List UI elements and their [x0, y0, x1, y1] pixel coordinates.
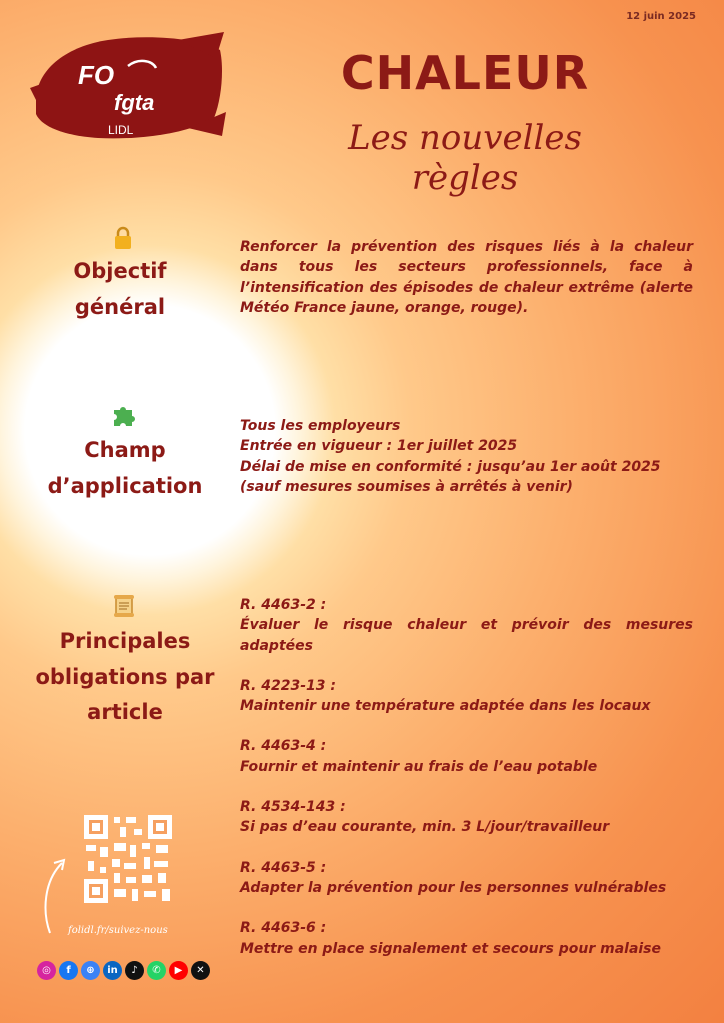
champ-line: Délai de mise en conformité : jusqu’au 1er août 2025 [240, 458, 661, 475]
article-desc: Si pas d’eau courante, min. 3 L/jour/travailleur [240, 819, 610, 836]
logo-fgta: fgta [114, 90, 155, 115]
article-desc: Évaluer le risque chaleur et prévoir des mesures adaptées [240, 617, 693, 654]
qr-code[interactable] [84, 815, 172, 903]
x-icon[interactable]: ✕ [191, 961, 210, 980]
facebook-icon[interactable]: f [59, 961, 78, 980]
article-item [240, 797, 693, 838]
section-label-champ: Champ d’application [47, 438, 203, 498]
article-desc: Adapter la prévention pour les personnes vulnérables [240, 879, 667, 896]
globe-icon[interactable]: ⊕ [81, 961, 100, 980]
article-item [240, 676, 693, 717]
scroll-icon [112, 593, 136, 619]
section-text-champ [240, 416, 693, 497]
instagram-icon[interactable]: ◎ [37, 961, 56, 980]
date: 12 juin 2025 [626, 11, 696, 22]
section-text-objectif: Renforcer la prévention des risques liés à la chaleur dans tous les secteurs professionnels, face à l’intensification des épisodes de chaleur extrême (alerte Météo France jaune, orange, rouge). [240, 239, 693, 316]
article-code: R. 4463-6 : [240, 920, 327, 937]
article-desc: Maintenir une température adaptée dans les locaux [240, 698, 651, 715]
logo-fo: FO [78, 60, 115, 90]
article-item [240, 736, 693, 777]
article-item [240, 858, 693, 899]
article-code: R. 4463-4 : [240, 738, 327, 755]
champ-line: (sauf mesures soumises à arrêtés à venir) [240, 478, 573, 495]
logo-lidl: LIDL [108, 123, 134, 137]
article-desc: Mettre en place signalement et secours pour malaise [240, 940, 662, 957]
youtube-icon[interactable]: ▶ [169, 961, 188, 980]
page-subtitle: Les nouvelles règles [348, 118, 582, 198]
section-label-objectif: Objectif général [73, 259, 167, 319]
fo-fgta-lidl-logo [28, 28, 228, 148]
website-url[interactable]: folidl.fr/suivez-nous [68, 925, 168, 936]
lock-icon [112, 226, 134, 250]
article-item [240, 595, 693, 656]
whatsapp-icon[interactable]: ✆ [147, 961, 166, 980]
linkedin-icon[interactable]: in [103, 961, 122, 980]
article-item [240, 918, 693, 959]
article-code: R. 4534-143 : [240, 799, 346, 816]
curved-arrow-icon [40, 855, 70, 935]
champ-line: Entrée en vigueur : 1er juillet 2025 [240, 438, 518, 455]
article-code: R. 4223-13 : [240, 677, 336, 694]
article-code: R. 4463-5 : [240, 859, 327, 876]
section-label-obligations: Principales obligations par article [35, 629, 215, 725]
tiktok-icon[interactable]: ♪ [125, 961, 144, 980]
articles-list [240, 595, 693, 979]
article-desc: Fournir et maintenir au frais de l’eau potable [240, 758, 598, 775]
article-code: R. 4463-2 : [240, 597, 327, 613]
puzzle-icon [110, 402, 136, 428]
page-title: CHALEUR [340, 46, 590, 100]
champ-line: Tous les employeurs [240, 418, 401, 434]
social-icons [37, 961, 210, 980]
